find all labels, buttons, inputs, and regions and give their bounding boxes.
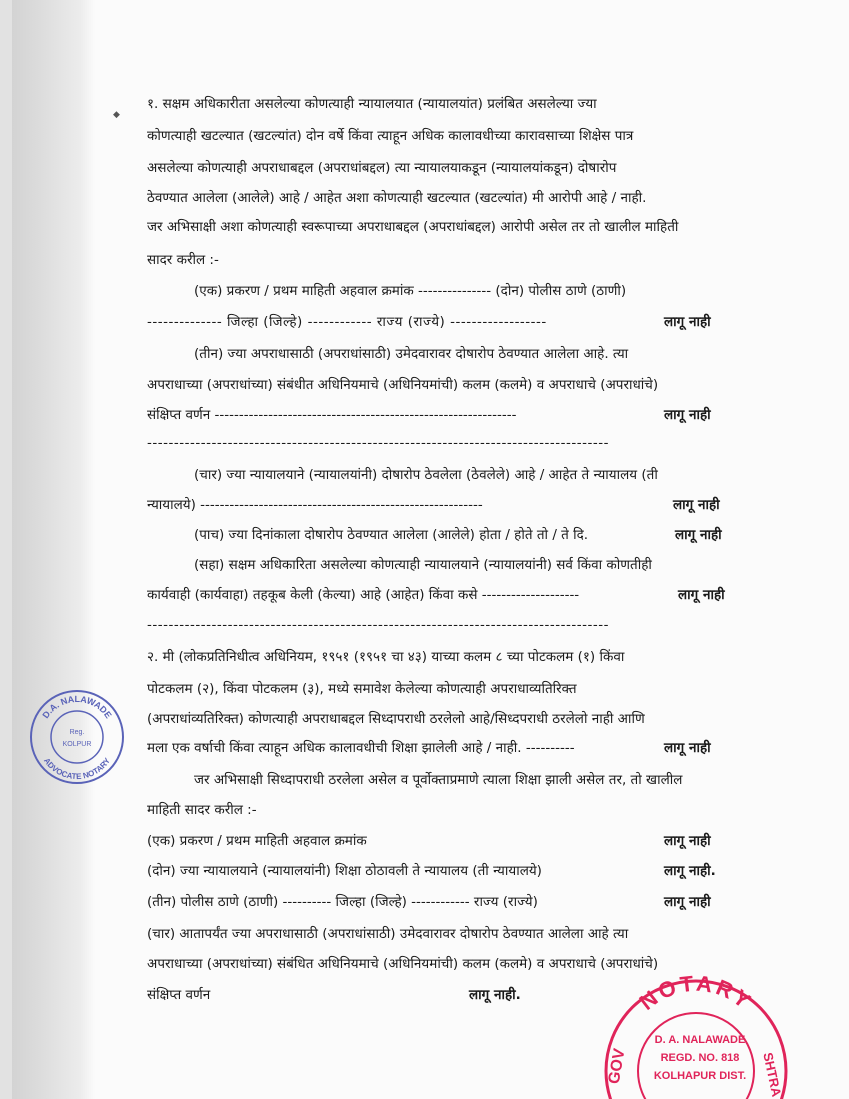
stamp-right-reg: REGD. NO. 818	[660, 1052, 740, 1064]
item1-ek: (एक) प्रकरण / प्रथम माहिती अहवाल क्रमांक --------------- (दोन) पोलीस ठाणे (ठाणी)	[194, 283, 627, 299]
para1-line1: १. सक्षम अधिकारीता असलेल्या कोणत्याही न्यायालयात (न्यायालयांत) प्रलंबित असलेल्या ज्या	[147, 96, 597, 112]
item1-teen-line2: अपराधाच्या (अपराधांच्या) संबंधीत अधिनियमाचे (अधिनियमांची) कलम (कलमे) व अपराधाचे (अपराधांचे)	[147, 377, 659, 393]
item2-ek-status: लागू नाही	[664, 833, 711, 849]
item1-char-line2: न्यायालये) ----------------------------------------------------------	[147, 497, 483, 513]
item2-don-status: लागू नाही.	[664, 863, 716, 879]
para1-line4: ठेवण्यात आलेला (आलेले) आहे / आहेत अशा कोणत्याही खटल्यात (खटल्यांत) मी आरोपी आहे / नाही.	[147, 190, 647, 206]
para2-line6: माहिती सादर करील :-	[147, 802, 257, 818]
item2-teen: (तीन) पोलीस ठाणे (ठाणी) ---------- जिल्हा (जिल्हे) ------------ राज्य (राज्ये)	[147, 894, 538, 910]
stamp-right-district: KOLHAPUR DIST.	[653, 1070, 747, 1082]
para1-line3: असलेल्या कोणत्याही अपराधाबद्दल (अपराधांबद्दल) त्या न्यायालयाकडून (न्यायालयांकडून) दोषारोप	[147, 160, 617, 176]
item1-ek2: -------------- जिल्हा (जिल्हे) ------------ राज्य (राज्ये) ------------------	[147, 314, 547, 330]
para2-line2: पोटकलम (२), किंवा पोटकलम (३), मध्ये समावेश केलेल्या कोणत्याही अपराधाव्यतिरिक्त	[147, 681, 577, 697]
item2-ek: (एक) प्रकरण / प्रथम माहिती अहवाल क्रमांक	[147, 833, 367, 849]
item2-char-line2: अपराधाच्या (अपराधांच्या) संबंधित अधिनियमाचे (अधिनियमांची) कलम (कलमे) व अपराधाचे (अपराधांचे)	[147, 956, 659, 972]
item1-pach-status: लागू नाही	[675, 527, 722, 543]
item1-saha-line1: (सहा) सक्षम अधिकारिता असलेल्या कोणत्याही न्यायालयाने (न्यायालयांनी) सर्व किंवा कोणतीही	[194, 557, 652, 573]
item1-teen-line4: --------------------------------------------------------------------------------------	[147, 435, 609, 451]
scan-mark: ◆	[113, 110, 120, 120]
item1-teen-status: लागू नाही	[664, 407, 711, 423]
item2-char-line3: संक्षिप्त वर्णन	[147, 987, 211, 1003]
stamp-right-title: NOTARY	[634, 975, 758, 1016]
stamp-right-left-arc: GOV	[605, 1047, 629, 1086]
item1-pach: (पाच) ज्या दिनांकाला दोषारोप ठेवण्यात आलेला (आलेले) होता / होते तो / ते दि.	[194, 527, 589, 543]
item1-saha-line2: कार्यवाही (कार्यवाहा) तहकूब केली (केल्या) आहे (आहेत) किंवा कसे --------------------	[147, 587, 580, 603]
notary-seal-stamp	[588, 975, 798, 1099]
item2-char-line1: (चार) आतापर्यंत ज्या अपराधासाठी (अपराधांसाठी) उमेदवारावर दोषारोप ठेवण्यात आलेला आहे त्या	[147, 926, 629, 942]
item1-saha-status: लागू नाही	[678, 587, 725, 603]
stamp-left-role: ADVOCATE NOTARY	[42, 756, 112, 782]
item1-char-line1: (चार) ज्या न्यायालयाने (न्यायालयांनी) दोषारोप ठेवलेला (ठेवलेले) आहे / आहेत ते न्यायालय (ती	[194, 467, 658, 483]
para2-line4: मला एक वर्षाची किंवा त्याहून अधिक कालावधीची शिक्षा झालेली आहे / नाही. ----------	[147, 740, 575, 756]
advocate-notary-stamp	[28, 688, 126, 786]
stamp-left-city: KOLPUR	[62, 741, 92, 748]
stamp-right-right-arc: SHTRA	[760, 1051, 785, 1099]
item1-teen-line3: संक्षिप्त वर्णन --------------------------------------------------------------	[147, 407, 517, 423]
svg-text:ADVOCATE NOTARY	[42, 756, 112, 781]
scan-gutter	[0, 0, 95, 1099]
para1-line2: कोणत्याही खटल्यात (खटल्यांत) दोन वर्षे किंवा त्याहून अधिक कालावधीच्या कारावसाच्या शिक्षेस पात्र	[147, 128, 634, 144]
item1-teen-line1: (तीन) ज्या अपराधासाठी (अपराधांसाठी) उमेदवारावर दोषारोप ठेवण्यात आलेला आहे. त्या	[194, 346, 629, 362]
item2-don: (दोन) ज्या न्यायालयाने (न्यायालयांनी) शिक्षा ठोठावली ते न्यायालय (ती न्यायालये)	[147, 863, 542, 879]
item2-teen-status: लागू नाही	[664, 894, 711, 910]
para2-line5: जर अभिसाक्षी सिध्दापराधी ठरलेला असेल व पूर्वोक्ताप्रमाणे त्याला शिक्षा झाली असेल तर, तो खालील	[194, 772, 683, 788]
para2-line3: (अपराधांव्यतिरिक्त) कोणत्याही अपराधाबद्दल सिध्दापराधी ठरलेलो आहे/सिध्दपराधी ठरलेलो नाही आणि	[147, 711, 645, 727]
item1-char-status: लागू नाही	[673, 497, 720, 513]
scan-edge	[0, 0, 12, 1099]
stamp-left-name: D.A. NALAWADE	[40, 693, 114, 721]
item1-ek2-status: लागू नाही	[664, 314, 711, 330]
stamp-right-name: D. A. NALAWADE	[654, 1034, 746, 1046]
para2-line1: २. मी (लोकप्रतिनिधीत्व अधिनियम, १९५१ (१९५१ चा ४३) याच्या कलम ८ च्या पोटकलम (१) किंवा	[147, 649, 625, 665]
item2-char-status: लागू नाही.	[469, 987, 521, 1003]
stamp-left-reg: Reg.	[69, 729, 85, 736]
item1-saha-line3: --------------------------------------------------------------------------------------	[147, 617, 609, 633]
para2-line4-status: लागू नाही	[664, 740, 711, 756]
para1-line5: जर अभिसाक्षी अशा कोणत्याही स्वरूपाच्या अपराधाबद्दल (अपराधांबद्दल) आरोपी असेल तर तो खालील माहिती	[147, 219, 679, 235]
para1-line6: सादर करील :-	[147, 252, 219, 268]
